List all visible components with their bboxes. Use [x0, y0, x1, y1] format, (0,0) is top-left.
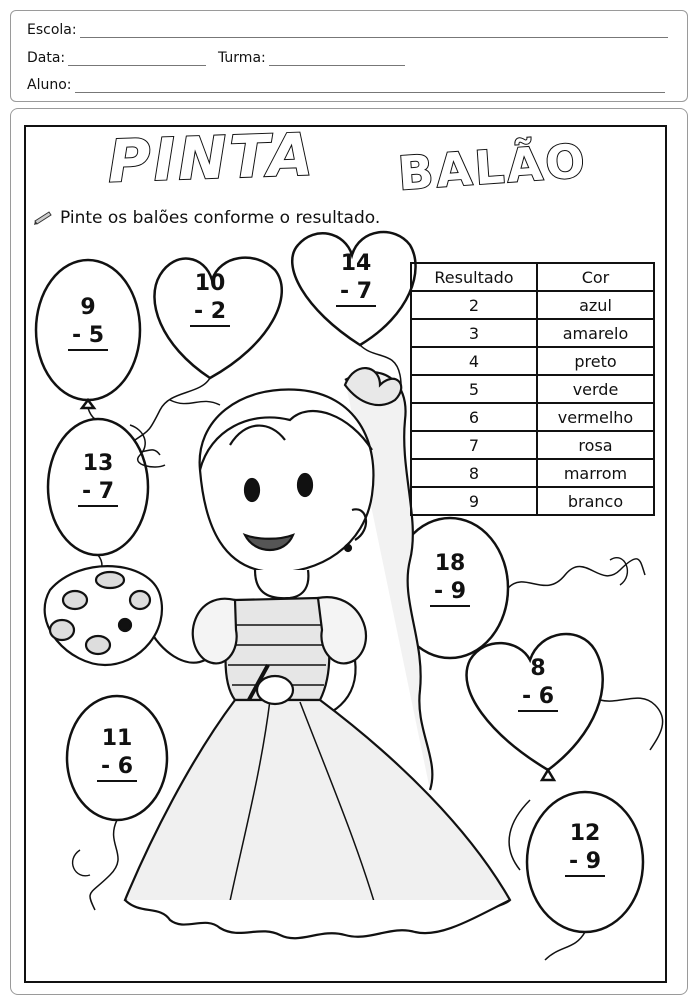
result-cell: 2 — [411, 291, 537, 319]
title-line-1: PINTA — [106, 120, 317, 196]
balloon-3-bottom: - 7 — [336, 278, 376, 308]
balloon-1-bottom: - 5 — [68, 322, 108, 352]
balloon-4-bottom: - 7 — [78, 478, 118, 508]
balloon-5-top: 18 — [434, 551, 466, 576]
balloon-7-top: 11 — [101, 726, 133, 751]
table-row — [411, 347, 654, 375]
balloon-text-2 — [180, 270, 240, 327]
table-row — [411, 319, 654, 347]
result-cell: 6 — [411, 403, 537, 431]
balloon-4-top: 13 — [82, 451, 114, 476]
color-cell: vermelho — [537, 403, 654, 431]
balloon-text-3 — [326, 250, 386, 307]
balloon-text-6 — [508, 655, 568, 712]
student-label: Aluno: — [27, 77, 72, 93]
result-cell: 4 — [411, 347, 537, 375]
balloon-text-1 — [58, 294, 118, 351]
color-cell: amarelo — [537, 319, 654, 347]
balloon-2-top: 10 — [194, 271, 226, 296]
color-cell: rosa — [537, 431, 654, 459]
balloon-1-top: 9 — [80, 295, 96, 320]
balloon-8-bottom: - 9 — [565, 848, 605, 878]
balloon-7-bottom: - 6 — [97, 753, 137, 783]
balloon-6-top: 8 — [530, 656, 546, 681]
color-cell: verde — [537, 375, 654, 403]
school-label: Escola: — [27, 22, 77, 38]
header-result: Resultado — [411, 263, 537, 291]
table-row — [411, 375, 654, 403]
balloon-text-4 — [68, 450, 128, 507]
balloon-5-bottom: - 9 — [430, 578, 470, 608]
table-row — [411, 403, 654, 431]
balloon-text-8 — [555, 820, 615, 877]
table-row — [411, 431, 654, 459]
balloon-6-bottom: - 6 — [518, 683, 558, 713]
balloon-text-7 — [87, 725, 147, 782]
table-header-row — [411, 263, 654, 291]
instruction-text: Pinte os balões conforme o resultado. — [60, 208, 381, 228]
class-label: Turma: — [218, 50, 266, 66]
result-color-table — [410, 262, 655, 516]
balloon-3-top: 14 — [340, 251, 372, 276]
title-line-2: BALÃO — [396, 133, 590, 201]
result-cell: 3 — [411, 319, 537, 347]
balloon-8-top: 12 — [569, 821, 601, 846]
table-row — [411, 487, 654, 515]
date-label: Data: — [27, 50, 66, 66]
color-cell: preto — [537, 347, 654, 375]
color-cell: azul — [537, 291, 654, 319]
table-row — [411, 291, 654, 319]
color-cell: marrom — [537, 459, 654, 487]
result-cell: 9 — [411, 487, 537, 515]
balloon-2-bottom: - 2 — [190, 298, 230, 328]
result-cell: 5 — [411, 375, 537, 403]
balloon-text-5 — [420, 550, 480, 607]
header-color: Cor — [537, 263, 654, 291]
result-cell: 7 — [411, 431, 537, 459]
table-row — [411, 459, 654, 487]
result-cell: 8 — [411, 459, 537, 487]
color-cell: branco — [537, 487, 654, 515]
